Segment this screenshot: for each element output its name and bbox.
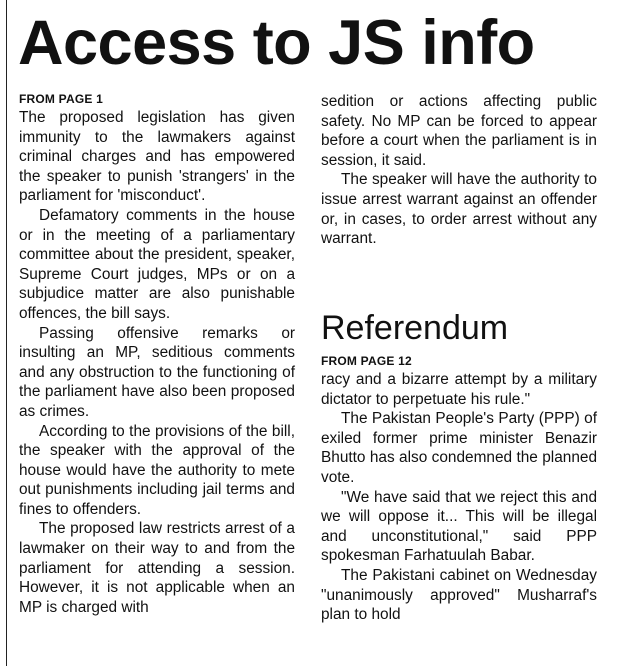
referendum-subhead: Referendum	[321, 309, 509, 347]
paragraph: The Pakistan People's Party (PPP) of exiled former prime minister Benazir Bhutto has also condemned the planned vote.	[321, 410, 597, 486]
paragraph: The speaker will have the authority to issue arrest warrant against an offender or, in cases, to order arrest without any warrant.	[321, 171, 597, 248]
headline: Access to JS info	[18, 8, 535, 78]
left-column	[19, 92, 295, 617]
referendum-kicker: FROM PAGE 12	[321, 354, 412, 368]
paragraph: The proposed law restricts arrest of a lawmaker on their way to and from the parliament for attending a session. However, it is not applicable when an MP is charged with	[19, 520, 295, 616]
paragraph: racy and a bizarre attempt by a military dictator to perpetuate his rule."	[321, 371, 597, 408]
paragraph: Passing offensive remarks or insulting an MP, seditious comments and any obstruction to the functioning of the parliament have also been proposed as crimes.	[19, 324, 295, 420]
paragraph: Defamatory comments in the house or in the meeting of a parliamentary committee about the president, speaker, Supreme Court judges, MPs or on a subjudice matter are also punishable offences, the bill says.	[19, 206, 295, 322]
paragraph: "We have said that we reject this and we will oppose it... This will be illegal and unconstitutional," said PPP spokesman Farhatuulah Babar.	[321, 488, 597, 565]
right-column	[321, 92, 597, 249]
paragraph: According to the provisions of the bill, the speaker with the approval of the house would have the authority to mete out punishments including jail terms and fines to offenders.	[19, 422, 295, 518]
paragraph: The proposed legislation has given immunity to the lawmakers against criminal charges and has empowered the speaker to punish 'strangers' in the parliament for 'misconduct'.	[19, 109, 295, 205]
paragraph: sedition or actions affecting public safety. No MP can be forced to appear before a court when the parliament is in session, it said.	[321, 93, 597, 169]
paragraph: The Pakistani cabinet on Wednesday "unanimously approved" Musharraf's plan to hold	[321, 566, 597, 624]
referendum-article	[321, 308, 597, 625]
column-rule	[6, 0, 7, 666]
left-kicker: FROM PAGE 1	[19, 92, 103, 106]
